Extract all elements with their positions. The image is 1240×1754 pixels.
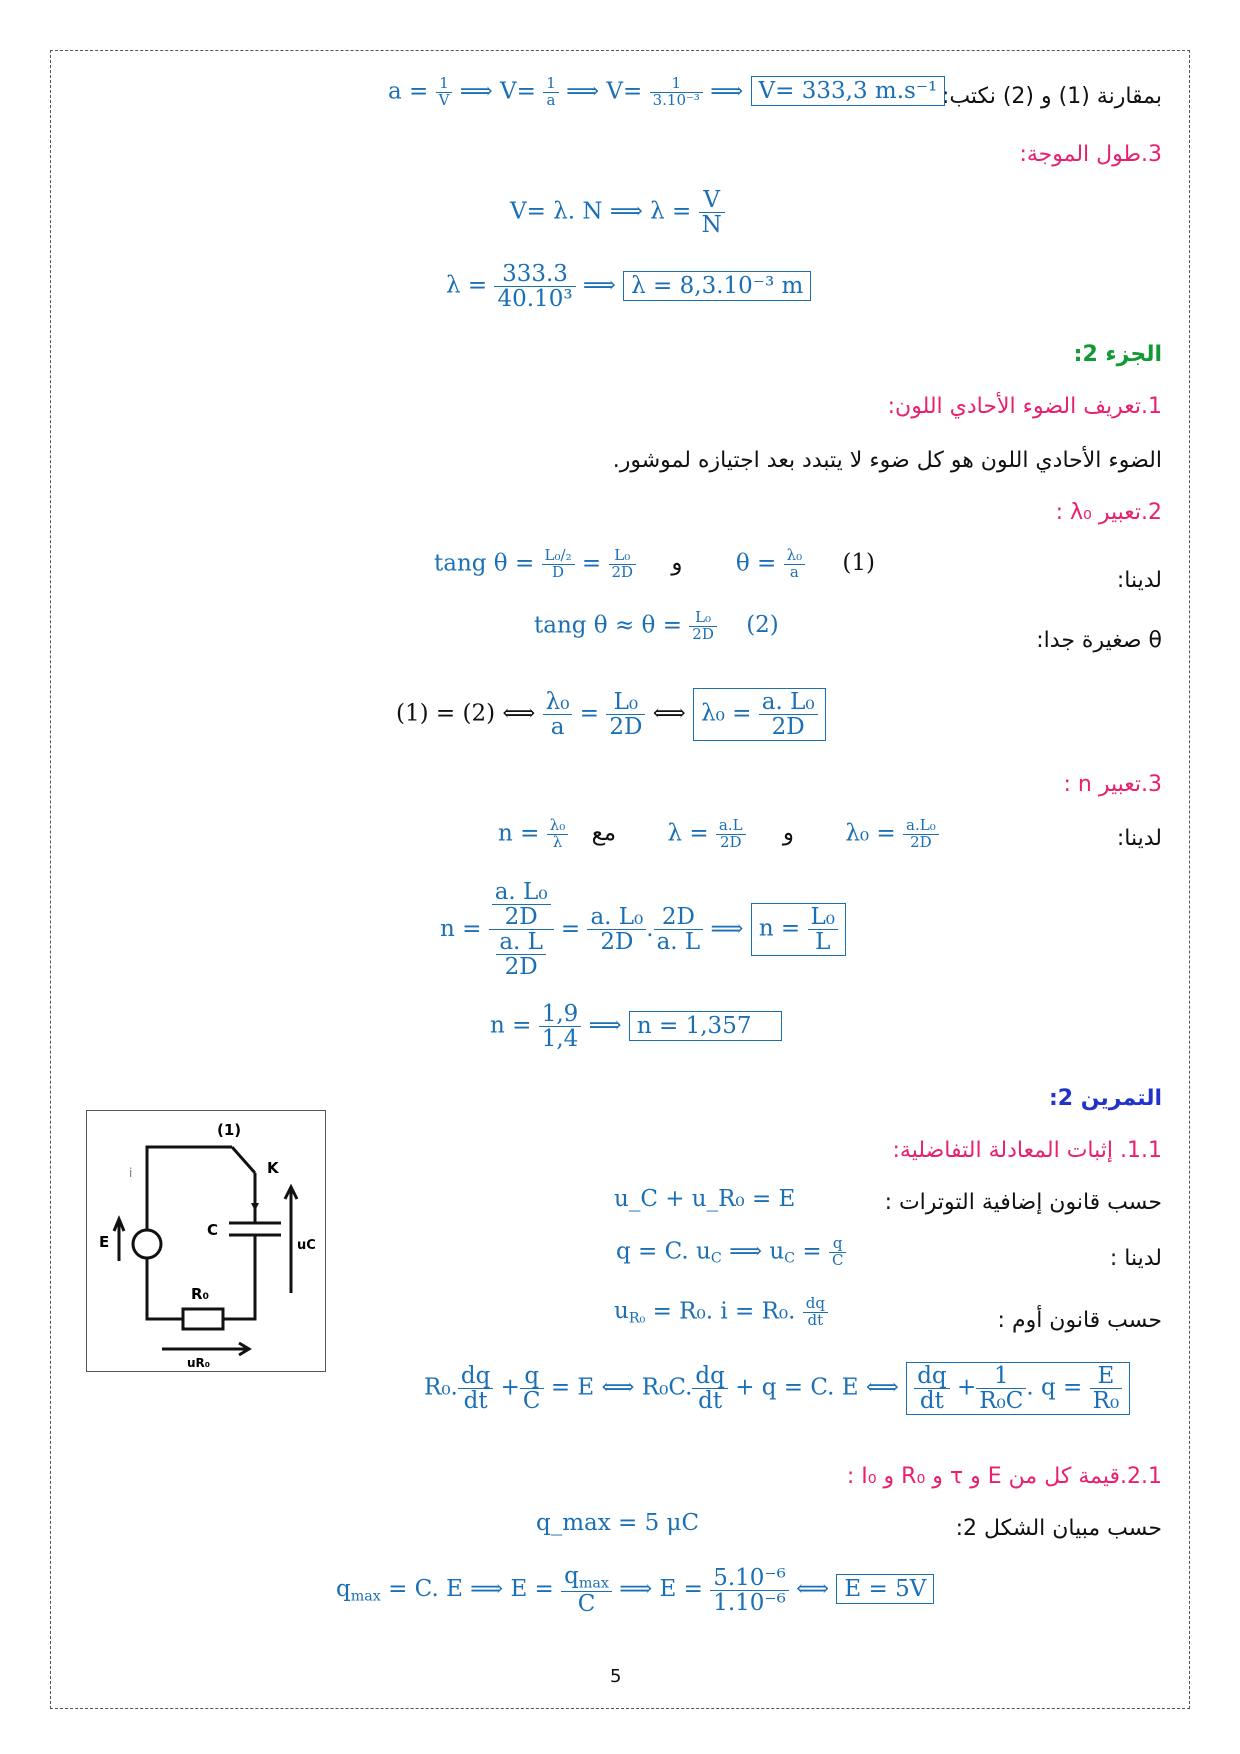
eq-part: ⟹	[710, 78, 744, 105]
frac-den: 2D	[611, 562, 634, 581]
frac-num: L₀	[689, 610, 717, 627]
conjunction-and: و	[671, 550, 683, 577]
frac-den: C	[522, 1388, 541, 1415]
frac-num: a. L₀	[587, 905, 646, 930]
frac-num: a.L	[716, 818, 746, 835]
ohm-law-label: حسب قانون أوم :	[997, 1308, 1162, 1333]
we-have-label-2: لدينا:	[1116, 826, 1162, 851]
small-theta-label: θ صغيرة جدا:	[1036, 628, 1162, 653]
section-title-wavelength: 3.طول الموجة:	[1019, 142, 1162, 167]
frac-den: dt	[807, 1310, 824, 1329]
we-have-label-3: لدينا :	[1109, 1246, 1162, 1271]
eq-part: q	[336, 1576, 351, 1603]
section-title-values: 2.1.قيمة كل من E و τ و R₀ و I₀ :	[846, 1464, 1162, 1489]
frac-num: 1,9	[539, 1002, 582, 1027]
eq-part: ⟹	[588, 1012, 622, 1039]
frac-den: 2D	[504, 904, 538, 931]
eq-part: ⟺	[796, 1576, 830, 1603]
frac-den: 40.10³	[497, 286, 573, 313]
eq-part: +	[956, 1374, 977, 1401]
frac-num: 1	[650, 76, 703, 93]
frac-den: V	[438, 90, 450, 109]
voltage-law-equation: u_C + u_R₀ = E	[614, 1186, 796, 1212]
frac-num: λ₀	[784, 548, 806, 565]
eq-part: ⟹	[582, 272, 616, 299]
eq-part: n =	[440, 915, 482, 942]
small-angle-equation	[534, 610, 779, 643]
eq-part: V= λ. N ⟹ λ =	[510, 198, 692, 225]
frac-num: L₀/₂	[542, 548, 575, 565]
equation-number: (1)	[842, 550, 875, 577]
rc-circuit-diagram	[86, 1110, 326, 1372]
circuit-svg	[87, 1111, 325, 1371]
conjunction-and: و	[782, 820, 795, 847]
frac-den: C	[577, 1591, 596, 1618]
frac-den: dt	[698, 1388, 723, 1415]
frac-den: λ	[552, 832, 563, 851]
current-i-label: i	[129, 1166, 133, 1180]
eq-part: n =	[758, 915, 801, 942]
eq-part: +	[500, 1374, 520, 1401]
conjunction-with: مع	[591, 820, 617, 847]
eq-part: + q = C. E ⟺	[735, 1374, 899, 1401]
resistor-r0-label: R₀	[191, 1285, 210, 1303]
frac-den: a	[789, 562, 799, 581]
ur0-label: uR₀	[187, 1356, 211, 1370]
frac-den: a. L	[656, 929, 701, 956]
part-2-heading: الجزء 2:	[1073, 342, 1162, 367]
eq-part: λ =	[446, 272, 488, 299]
source-e-label: E	[99, 1233, 110, 1251]
switch-k-label: K	[267, 1159, 279, 1177]
eq-part: tang θ =	[434, 550, 535, 577]
eq-part: q = C. u	[616, 1238, 711, 1265]
eq-part: ⟹ E =	[619, 1576, 703, 1603]
switch-position-label: (1)	[217, 1121, 242, 1139]
eq-part: n =	[490, 1012, 532, 1039]
eq-part: λ₀ =	[701, 700, 752, 727]
eq-part: a =	[388, 78, 429, 105]
frac-den: 3.10⁻³	[652, 90, 700, 109]
eq-part: . q =	[1026, 1374, 1083, 1401]
frac-den: dt	[463, 1388, 488, 1415]
frac-num: a. L₀	[492, 880, 551, 905]
frac-num: E	[1090, 1364, 1123, 1389]
eq-part: R₀.	[424, 1374, 458, 1401]
frac-num: dq	[458, 1364, 493, 1389]
n-derivation	[440, 880, 846, 980]
boxed-result: λ = 8,3.10⁻³ m	[623, 271, 811, 301]
frac-den: N	[701, 212, 722, 239]
frac-num: L₀	[606, 690, 645, 715]
n-numeric	[490, 1002, 782, 1051]
frac-den: 1,4	[541, 1026, 579, 1053]
frac-den: R₀	[1092, 1388, 1120, 1415]
frac-den: D	[552, 562, 565, 581]
eq-part: = R₀. i = R₀.	[652, 1298, 796, 1325]
frac-num: a. L	[496, 930, 546, 955]
frac-den: 2D	[600, 929, 634, 956]
frac-den: 2D	[692, 624, 714, 643]
frac-den: 2D	[719, 832, 742, 851]
lambda0-derivation	[396, 688, 826, 741]
frac-num: 5.10⁻⁶	[710, 1566, 789, 1591]
frac-num: dq	[803, 1296, 828, 1313]
frac-den: a	[546, 90, 556, 109]
eq-part: =	[579, 700, 600, 727]
frac-num: a.L₀	[903, 818, 939, 835]
eq-part: =	[560, 915, 581, 942]
frac-den: 2D	[771, 714, 805, 741]
wavelength-result	[446, 262, 811, 311]
frac-num: L₀	[808, 905, 839, 930]
we-have-label: لدينا:	[1116, 568, 1162, 593]
eq-part: tang θ ≈ θ =	[534, 612, 682, 639]
section-title-monochromatic: 1.تعريف الضوء الأحادي اللون:	[887, 394, 1162, 419]
frac-den: dt	[919, 1388, 944, 1415]
eq-part: θ =	[735, 550, 777, 577]
frac-num: dq	[914, 1364, 949, 1389]
boxed-result: n = 1,357	[629, 1011, 783, 1041]
frac-den: R₀C	[979, 1388, 1024, 1415]
eq-part: λ₀ =	[845, 820, 896, 847]
eq-part: (1) = (2) ⟺	[396, 700, 536, 727]
frac-num: 2D	[654, 905, 704, 930]
frac-num: 1	[436, 76, 453, 93]
frac-num: λ₀	[543, 690, 573, 715]
frac-num: λ₀	[547, 818, 569, 835]
ohm-law-equation: $u_{R_0} = R_0$. i = R₀. $\frac{dq}{dt}$	[614, 1296, 828, 1329]
frac-den: 2D	[504, 954, 538, 981]
frac-den: 1.10⁻⁶	[713, 1589, 786, 1616]
frac-num: 333.3	[494, 262, 575, 287]
boxed-result: E = 5V	[836, 1574, 934, 1604]
frac-den: L	[815, 929, 831, 956]
frac-den: C	[831, 1250, 844, 1269]
frac-den: 2D	[609, 714, 643, 741]
emf-derivation: $q_{max} = C$. E ⟹ E = $q_{max}$ C ⟹ E = $\frac{\text{5.10⁻⁶}}{\text{1.10⁻⁶}}$ ⟺ E = 5V	[336, 1564, 934, 1616]
eq-part: .	[646, 915, 654, 942]
frac-num: L₀	[609, 548, 637, 565]
section-title-diff-eq: 1.1. إثبات المعادلة التفاضلية:	[892, 1138, 1162, 1163]
n-definition	[498, 818, 939, 851]
monochromatic-definition: الضوء الأحادي اللون هو كل ضوء لا يتبدد بعد اجتيازه لموشور.	[612, 448, 1162, 473]
eq-part: ⟹	[710, 915, 744, 942]
eq-part: = E ⟺ R₀C.	[550, 1374, 693, 1401]
frac-num: dq	[692, 1364, 727, 1389]
frac-num: q	[520, 1364, 544, 1389]
graph-label: حسب مبيان الشكل 2:	[955, 1516, 1162, 1541]
equation-number: (2)	[746, 612, 779, 639]
capacitor-c-label: C	[207, 1221, 219, 1239]
page-number: 5	[610, 1666, 622, 1687]
frac-num: q	[829, 1236, 846, 1253]
uc-label: uC	[297, 1238, 316, 1253]
eq-part: ⟺	[652, 700, 686, 727]
exercise-2-heading: التمرين 2:	[1048, 1086, 1162, 1111]
eq-part: = C. E ⟹ E =	[388, 1576, 554, 1603]
frac-num: V	[699, 188, 725, 213]
qmax-value: q_max = 5 μC	[536, 1510, 700, 1536]
differential-equation	[424, 1362, 1130, 1415]
velocity-equation	[388, 76, 945, 109]
eq-part: =	[802, 1238, 822, 1265]
frac-den: 2D	[910, 832, 932, 851]
frac-num: 1	[976, 1364, 1026, 1389]
frac-num: 1	[543, 76, 559, 93]
eq-part: ⟹ u	[729, 1238, 785, 1265]
eq-part: ⟹ V=	[459, 78, 536, 105]
tang-equation	[434, 548, 875, 581]
section-title-n: 3.تعبير n :	[1063, 772, 1162, 797]
boxed-result: V= 333,3 m.s⁻¹	[751, 76, 946, 106]
voltage-law-label: حسب قانون إضافية التوترات :	[884, 1190, 1162, 1215]
wavelength-relation	[510, 188, 725, 237]
charge-equation: q = C. $u_C$ ⟹ $u_C$ = $\frac{q}{C}$	[616, 1236, 846, 1269]
frac-den: a	[550, 714, 565, 741]
frac-num: q	[564, 1563, 579, 1589]
eq-part: =	[581, 550, 602, 577]
eq-part: ⟹ V=	[566, 78, 643, 105]
comparison-text: بمقارنة (1) و (2) نكتب:	[941, 84, 1162, 109]
eq-part: λ =	[667, 820, 709, 847]
eq-part: n =	[498, 820, 540, 847]
section-title-lambda0: 2.تعبير λ₀ :	[1055, 500, 1162, 525]
frac-num: a. L₀	[759, 690, 818, 715]
